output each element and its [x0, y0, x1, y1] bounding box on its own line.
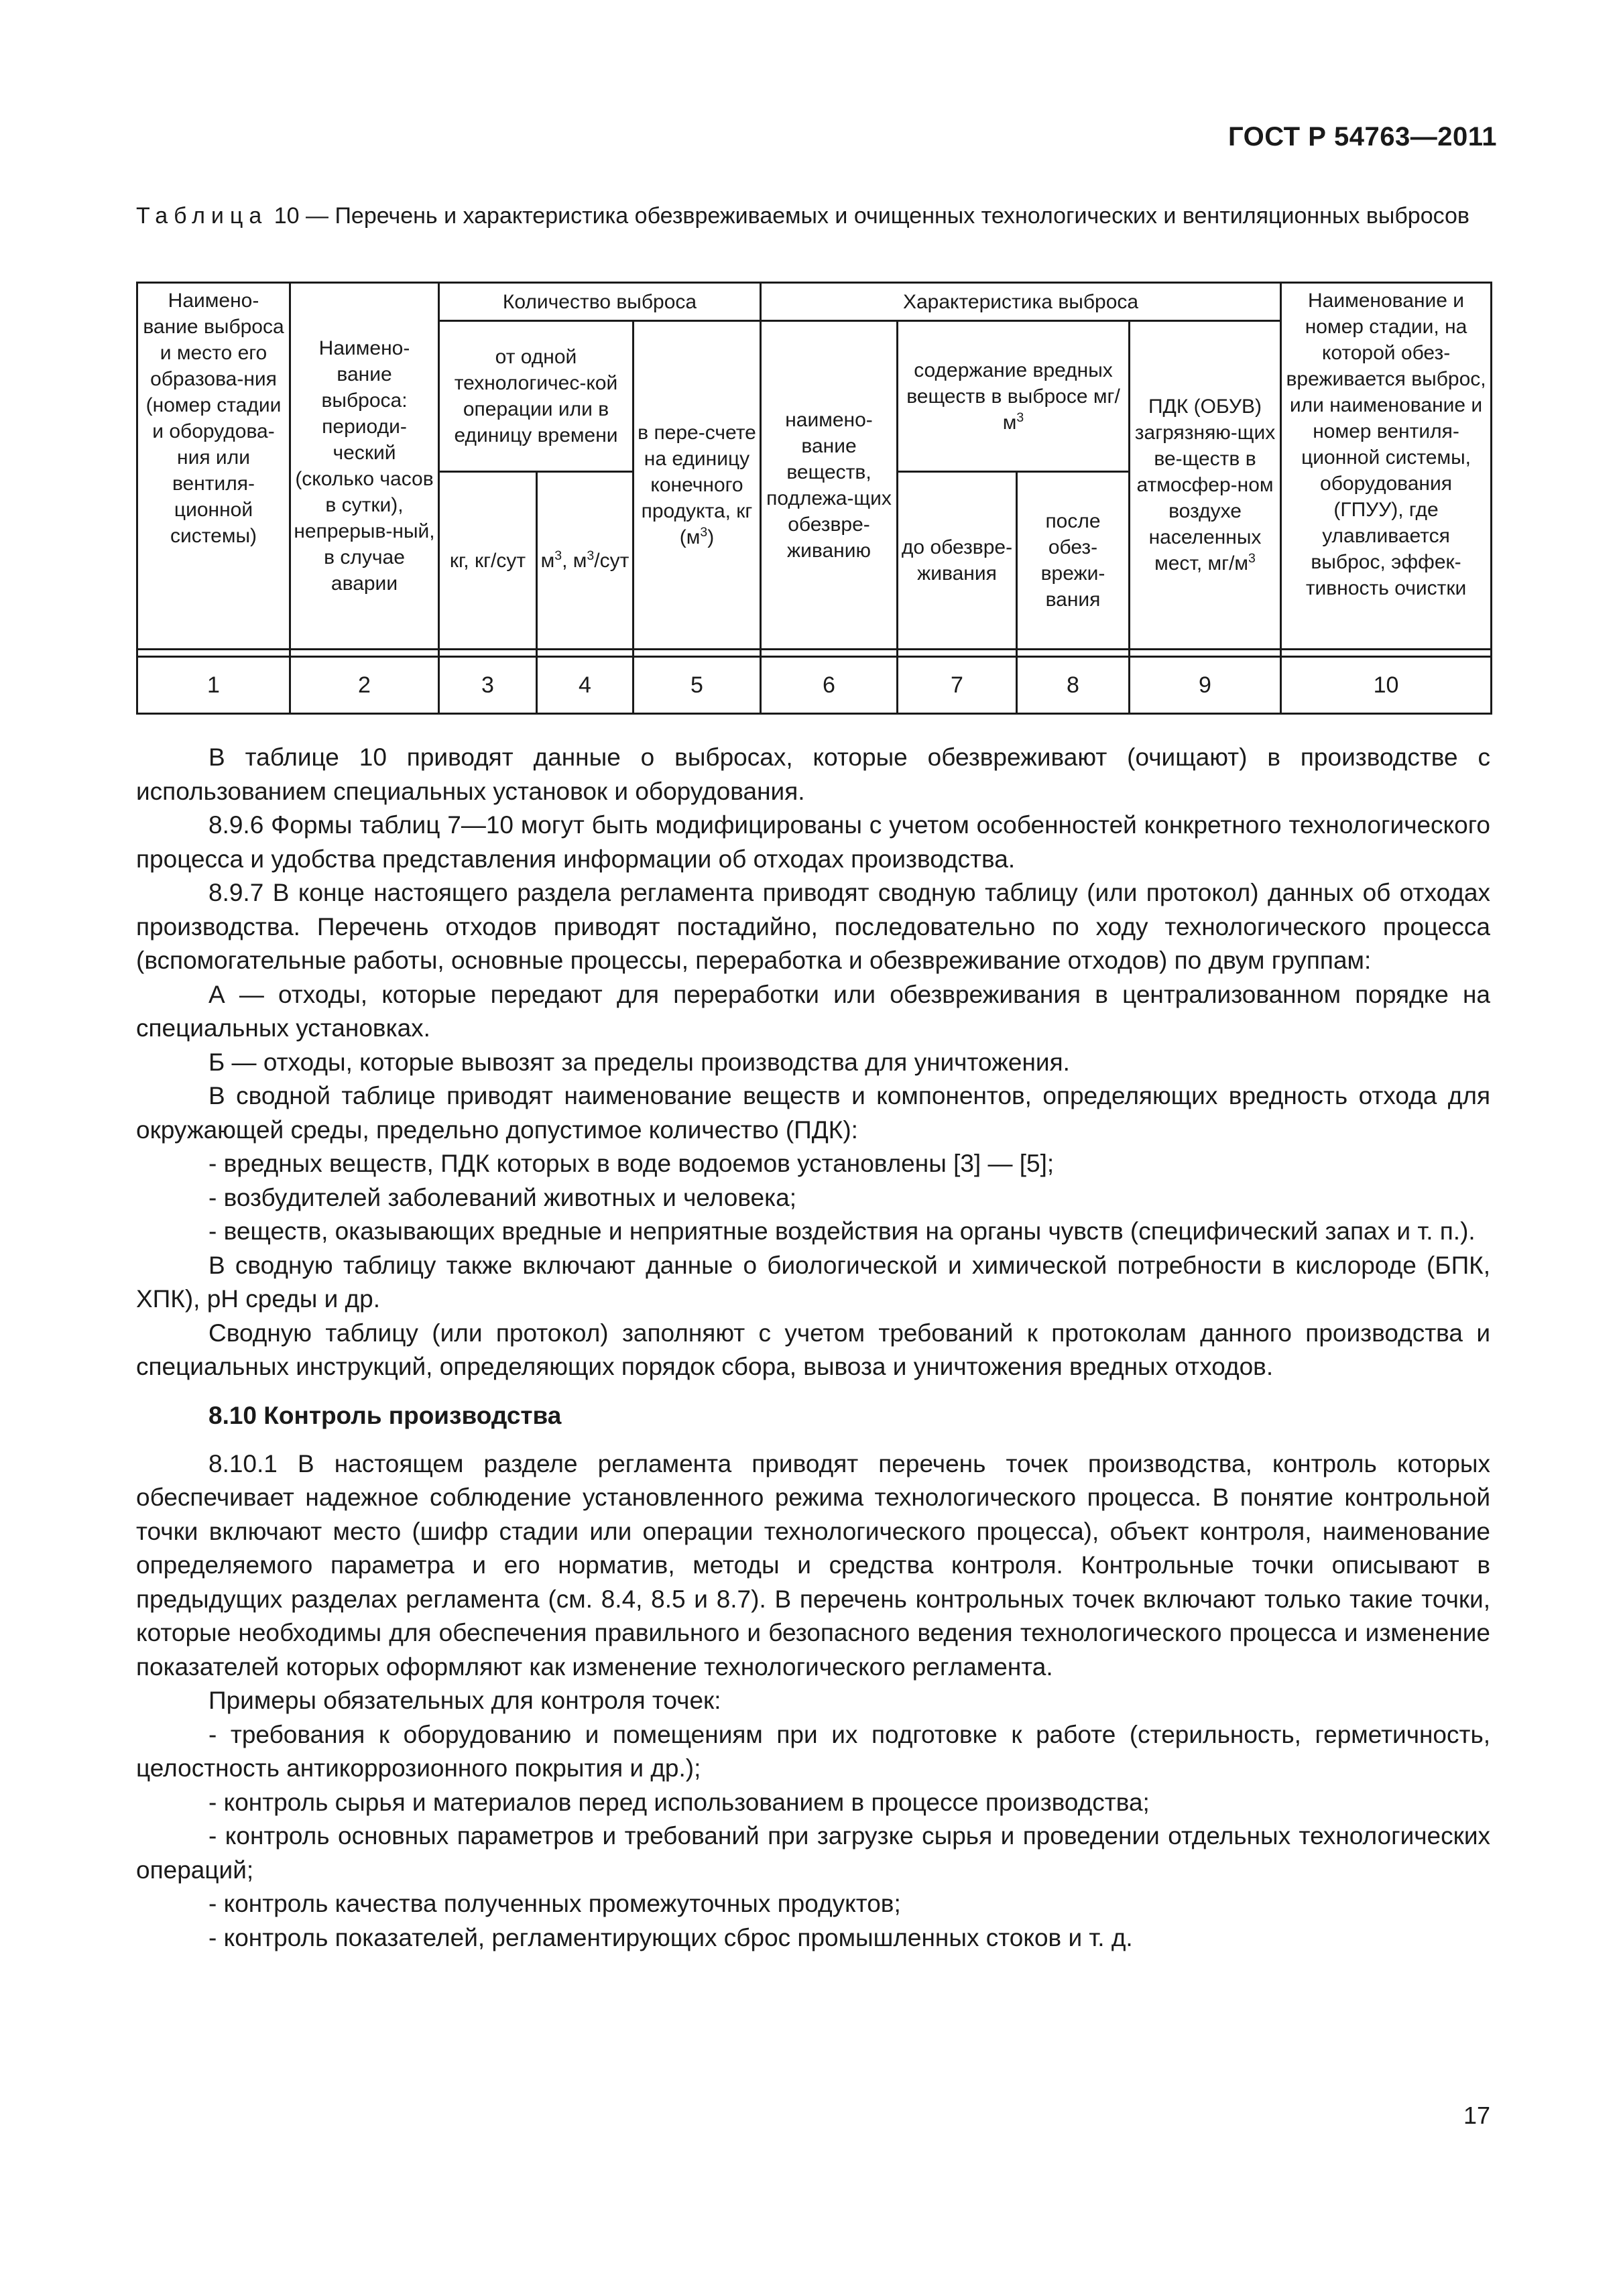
paragraph: В сводной таблице приводят наименование веществ и компонентов, определяющих вредность отхода для окружающей среды, предельно допустимое количество (ПДК): — [136, 1082, 1490, 1144]
column-number: 6 — [761, 657, 898, 714]
column-number: 3 — [439, 657, 537, 714]
emissions-table — [136, 282, 1492, 715]
header-emission-quantity: Количество выброса — [439, 283, 761, 321]
header-substance-name: наимено-вание веществ, подлежа-щих обезвре-живанию — [761, 321, 898, 650]
paragraph: 8.10.1 В настоящем разделе регламента приводят перечень точек производства, контроль которых обеспечивает надежное соблюдение установленного режима технологического процесса. В понятие контрольной точки включают место (шифр стадии или операции технологического процесса), объект контроля, наименование определяемого параметра и его норматив, методы и средства контроля. Контрольные точки описывают в предыдущих разделах регламента (см. 8.4, 8.5 и 8.7). В перечень контрольных точек включают только такие точки, которые необходимы для обеспечения правильного и безопасного ведения технологического процесса и изменение показателей которых оформляют как изменение технологического регламента. — [136, 1449, 1490, 1681]
table-column-numbers — [137, 657, 1492, 714]
header-per-operation: от одной технологичес-кой операции или в единицу времени — [439, 321, 634, 472]
paragraph: А — отходы, которые передают для переработки или обезвреживания в централизованном порядке на специальных установках. — [136, 980, 1490, 1042]
list-item: - контроль показателей, регламентирующих сброс промышленных стоков и т. д. — [208, 1923, 1133, 1951]
paragraph: В таблице 10 приводят данные о выбросах, которые обезвреживают (очищают) в производстве с использованием специальных установок и оборудования. — [136, 743, 1490, 805]
column-number: 7 — [898, 657, 1017, 714]
paragraph: Б — отходы, которые вывозят за пределы производства для уничтожения. — [208, 1048, 1070, 1076]
paragraph: В сводную таблицу также включают данные о биологической и химической потребности в кислороде (БПК, ХПК), pH среды и др. — [136, 1251, 1490, 1313]
column-number: 10 — [1281, 657, 1492, 714]
table-caption — [136, 200, 1490, 232]
document-body — [136, 741, 1490, 1955]
list-item: - возбудителей заболеваний животных и человека; — [208, 1183, 796, 1211]
list-item: - веществ, оказывающих вредные и неприятные воздействия на органы чувств (специфический запах и т. п.). — [208, 1217, 1476, 1245]
section-heading: 8.10 Контроль производства — [208, 1401, 562, 1429]
paragraph: Примеры обязательных для контроля точек: — [208, 1687, 721, 1714]
standard-id: ГОСТ Р 54763—2011 — [1228, 122, 1497, 152]
column-number: 9 — [1130, 657, 1281, 714]
list-item: - требования к оборудованию и помещениям при их подготовке к работе (стерильность, герметичность, целостность антикоррозионного покрытия и др.); — [136, 1720, 1490, 1782]
list-item: - вредных веществ, ПДК которых в воде водоемов установлены [3] — [5]; — [208, 1150, 1055, 1177]
list-item: - контроль качества полученных промежуточных продуктов; — [208, 1890, 901, 1917]
header-emission-name-place: Наимено-вание выброса и место его образова-ния (номер стадии и оборудова-ния или вентиля-ционной системы) — [137, 283, 290, 650]
paragraph: 8.9.7 В конце настоящего раздела регламента приводят сводную таблицу (или протокол) данных об отходах производства. Перечень отходов приводят постадийно, последовательно по ходу технологического процесса (вспомогательные работы, основные процессы, переработка и обезвреживание отходов) по двум группам: — [136, 879, 1490, 974]
column-number: 2 — [290, 657, 439, 714]
page-number: 17 — [1463, 2102, 1490, 2129]
header-kg: кг, кг/сут — [439, 472, 537, 650]
header-harmful-content: содержание вредных веществ в выбросе $мг/м^3$ — [898, 321, 1130, 472]
caption-label: Таблица — [136, 203, 268, 229]
column-number: 8 — [1017, 657, 1130, 714]
caption-text: 10 — Перечень и характеристика обезвреживаемых и очищенных технологических и вентиляционных выбросов — [274, 203, 1469, 229]
paragraph: 8.9.6 Формы таблиц 7—10 могут быть модифицированы с учетом особенностей конкретного технологического процесса и удобства представления информации об отходах производства. — [136, 811, 1490, 873]
table-spacer-row — [137, 650, 1492, 657]
header-pdk: ПДК (ОБУВ) загрязняю-щих ве-ществ в атмосфер-ном воздухе населенных мест, $мг/м^3$ — [1130, 321, 1281, 650]
header-emission-characteristics: Характеристика выброса — [761, 283, 1281, 321]
header-m3: $м^3$, $м^3$/сут — [537, 472, 634, 650]
header-emission-mode: Наимено-вание выброса: периоди-ческий (сколько часов в сутки), непрерыв-ный, в случае аварии — [290, 283, 439, 650]
list-item: - контроль сырья и материалов перед использованием в процессе производства; — [208, 1788, 1150, 1816]
header-treatment-stage: Наименование и номер стадии, на которой обез-вреживается выброс, или наименование и номер вентиля-ционной системы, оборудования (ГПУУ), где улавливается выброс, эффек-тивность очистки — [1281, 283, 1492, 650]
column-number: 1 — [137, 657, 290, 714]
column-number: 5 — [634, 657, 761, 714]
column-number: 4 — [537, 657, 634, 714]
paragraph: Сводную таблицу (или протокол) заполняют с учетом требований к протоколам данного производства и специальных инструкций, определяющих порядок сбора, вывоза и уничтожения вредных отходов. — [136, 1319, 1490, 1380]
header-per-product-unit: в пере-счете на единицу конечного продукта, кг $(м^3)$ — [634, 321, 761, 650]
list-item: - контроль основных параметров и требований при загрузке сырья и проведении отдельных технологических операций; — [136, 1822, 1490, 1884]
header-after-treatment: после обез-врежи-вания — [1017, 472, 1130, 650]
header-before-treatment: до обезвре-живания — [898, 472, 1017, 650]
